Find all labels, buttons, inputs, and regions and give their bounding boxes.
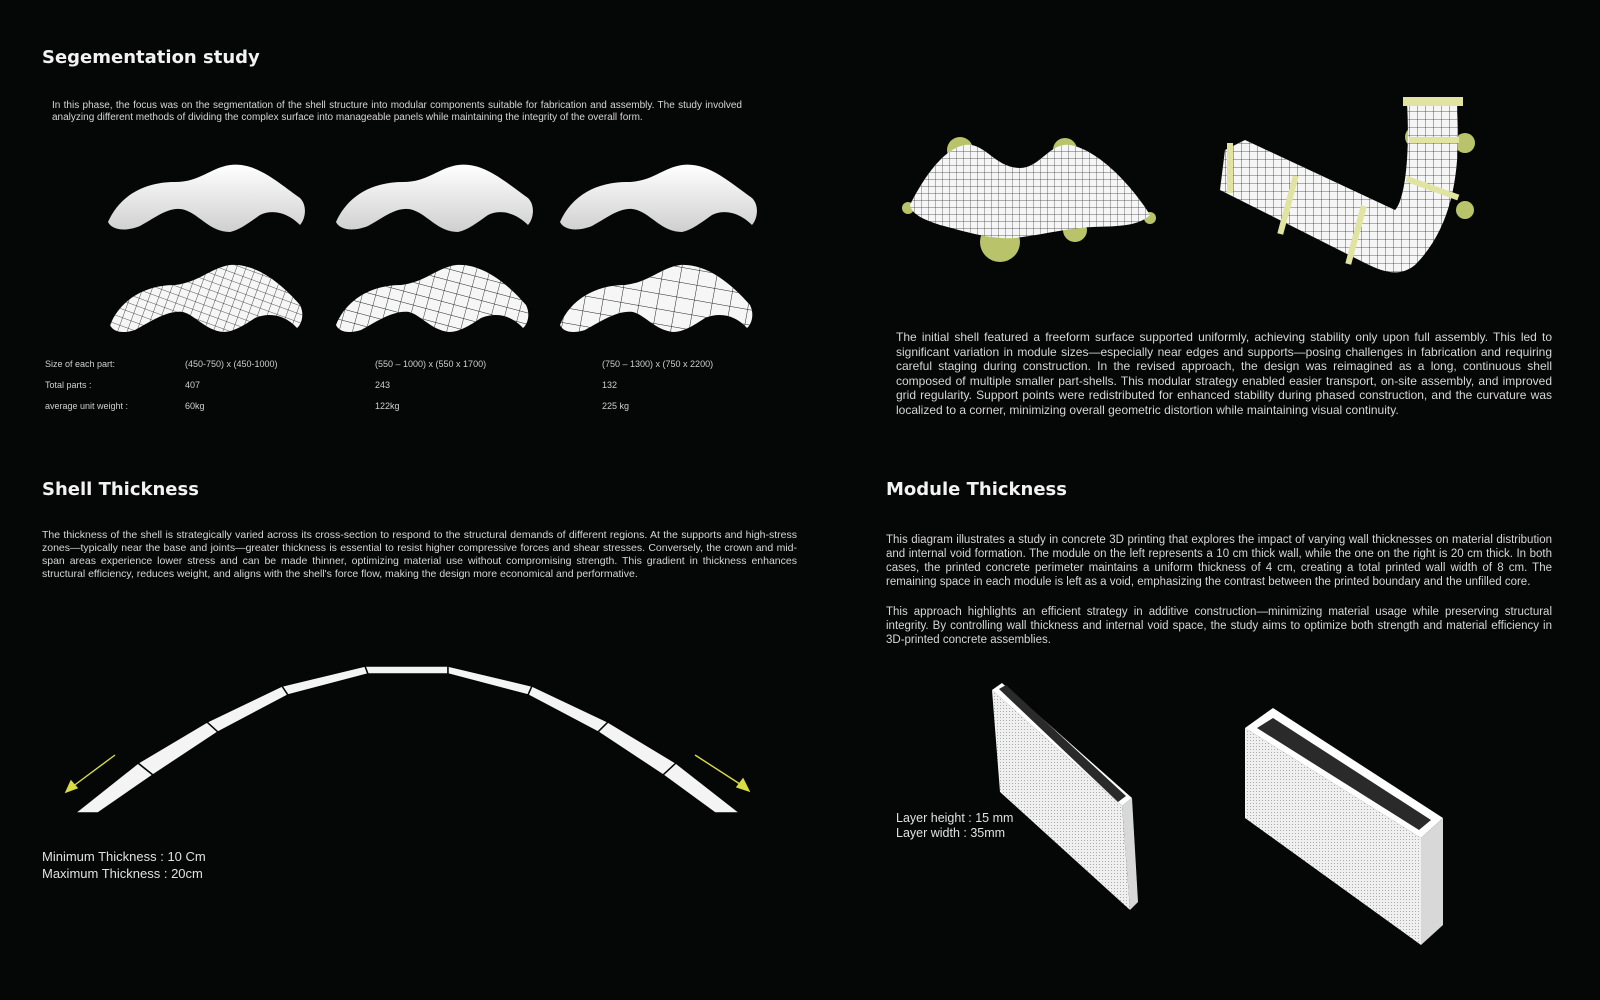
shell-segment xyxy=(448,666,532,695)
module-thickness-text-2: This approach highlights an efficient strategy in additive construction—minimizing material usage while preserving structural integrity. By controlling wall thickness and internal void space, the study aims to optimize both strength and material efficiency in 3D-printed concrete assemblies. xyxy=(886,606,1552,646)
layer-width-label: Layer width : 35mm xyxy=(896,826,1006,840)
joint-band xyxy=(1409,137,1459,143)
row-label: average unit weight : xyxy=(45,401,129,411)
shell-thickness-title: Shell Thickness xyxy=(42,479,199,500)
layer-height-label: Layer height : 15 mm xyxy=(896,811,1014,825)
module-wall-20cm xyxy=(1243,700,1453,950)
module-wall-10cm xyxy=(990,680,1140,915)
cell: 60kg xyxy=(185,401,205,411)
cell: 225 kg xyxy=(602,401,630,411)
shell-segment xyxy=(138,722,218,775)
module-thickness-text-1: This diagram illustrates a study in concrete 3D printing that explores the impact of varying wall thicknesses on material distribution and internal void formation. The module on the left represents a 10 cm thick wall, while the one on the right is 20 cm thick. In both cases, the printed concrete perimeter maintains a uniform thickness of 4 cm, creating a total printed wall width of 8 cm. The remaining space in each module is left as a void, emphasizing the contrast between the printed boundary and the unfilled core. xyxy=(886,534,1552,588)
table-row-total xyxy=(45,380,745,392)
meshed-shell-3 xyxy=(560,265,752,332)
meshed-shell-2 xyxy=(336,265,528,332)
shell-segment xyxy=(663,763,740,813)
cell: (550 – 1000) x (550 x 1700) xyxy=(375,359,487,369)
modular-shell-diagram xyxy=(1225,95,1505,280)
shell-segment xyxy=(207,686,288,732)
table-row-size xyxy=(45,359,745,371)
cell: 122kg xyxy=(375,401,400,411)
max-thickness-label: Maximum Thickness : 20cm xyxy=(42,866,203,881)
shell-segment xyxy=(598,722,676,775)
row-label: Total parts : xyxy=(45,380,92,390)
joint-band xyxy=(1227,143,1233,193)
segmentation-intro: In this phase, the focus was on the segmentation of the shell structure into modular components suitable for fabrication and assembly. The study involved analyzing different methods of dividing the complex surface into manageable panels while maintaining the integrity of the overall form. xyxy=(52,100,742,123)
shell-segment xyxy=(365,666,448,674)
freeform-shell-diagram xyxy=(900,130,1180,270)
cell: 407 xyxy=(185,380,201,390)
shell-section-diagram xyxy=(60,660,760,820)
shell-segment xyxy=(75,763,153,813)
cell: 132 xyxy=(602,380,618,390)
table-row-weight xyxy=(45,401,745,413)
module-thickness-title: Module Thickness xyxy=(886,479,1067,500)
meshed-shell-renders xyxy=(105,260,775,340)
meshed-shell-1 xyxy=(110,265,302,332)
segmentation-title: Segementation study xyxy=(42,47,260,68)
cell: (450-750) x (450-1000) xyxy=(185,359,278,369)
joint-band xyxy=(1403,97,1463,106)
support-point xyxy=(1456,201,1474,219)
row-label: Size of each part: xyxy=(45,359,116,369)
cell: 243 xyxy=(375,380,391,390)
shell-segment xyxy=(528,686,608,732)
solid-shell-renders xyxy=(100,160,780,250)
shell-thickness-text: The thickness of the shell is strategically varied across its cross-section to respond to the structural demands of different regions. At the supports and high-stress zones—typically near the base and joints—greater thickness is essential to resist higher compressive forces and shear stresses. Conversely, the crown and mid-span areas experience lower stress and can be made thinner, optimizing material use without compromising strength. This gradient in thickness enhances structural efficiency, reduces weight, and aligns with the shell's force flow, making the design more economical and performative. xyxy=(42,529,797,580)
solid-shell-3 xyxy=(560,165,757,232)
min-thickness-label: Minimum Thickness : 10 Cm xyxy=(42,849,206,864)
solid-shell-1 xyxy=(108,165,305,232)
revised-approach-text: The initial shell featured a freeform surface supported uniformly, achieving stability only upon full assembly. This led to significant variation in module sizes—especially near edges and supports—posing challenges in fabrication and requiring careful staging during construction. In the revised approach, the design was reimagined as a long, continuous shell composed of multiple smaller part-shells. This modular strategy enabled easier transport, on-site assembly, and improved grid regularity. Support points were redistributed for enhanced stability during phased construction, and the curvature was localized to a corner, minimizing overall geometric distortion while maintaining visual continuity. xyxy=(896,330,1552,417)
shell-segment xyxy=(282,666,368,695)
solid-shell-2 xyxy=(336,165,533,232)
cell: (750 – 1300) x (750 x 2200) xyxy=(602,359,714,369)
